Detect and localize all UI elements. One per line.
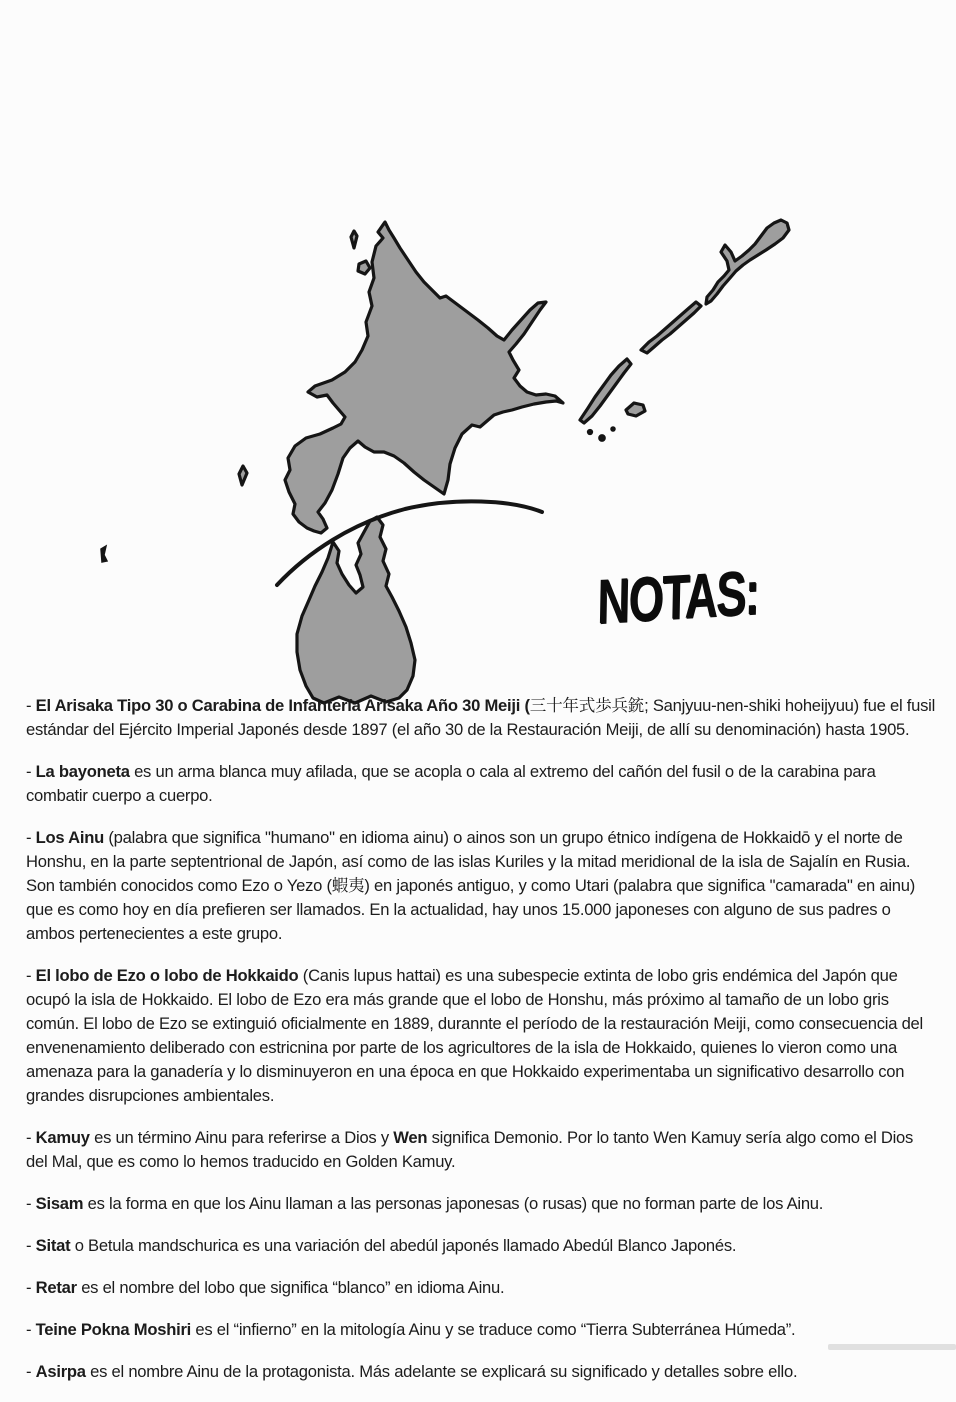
- hokkaido-island: [285, 222, 563, 533]
- note-text: 三十年式歩兵銃; Sanjyuu-nen-shiki hoheijyuu) fue el fusil estándar del Ejército Imperial Japonés desde 1897 (el año 30 de la Restauración Meiji, de allí su denominación) hasta 1905.: [26, 696, 936, 739]
- rebun-island: [351, 231, 357, 248]
- habomai-islet: [599, 435, 605, 441]
- note-text: (Canis lupus hattai) es una subespecie extinta de lobo gris endémica del Japón que ocupó la isla de Hokkaido. El lobo de Ezo era más grande que el lobo de Honshu, más próximo al tamaño de un lobo gris común. El lobo de Ezo se extinguió oficialmente en 1889, durannte el período de la restauración Meiji, como consecuencia del envenenamiento deliberado con estricnina por parte de los agricultores de la isla de Hokkaido, quienes lo vieron como una amenaza para la ganadería y lo disminuyeron en una época en que Hokkaido experimentaba un significativo desarrollo con grandes disrupciones ambientales.: [26, 966, 923, 1105]
- rishiri-island: [358, 261, 370, 274]
- note-text: significa Demonio. Por lo tanto Wen Kamuy sería algo como el Dios del Mal, que es como lo hemos traducido en Golden Kamuy.: [26, 1128, 914, 1171]
- note-text: -: [26, 1320, 36, 1339]
- kuril-chain-island: [706, 220, 789, 304]
- habomai-islet: [611, 427, 615, 431]
- note-term: Teine Pokna Moshiri: [35, 1320, 192, 1339]
- habomai-islet: [588, 430, 593, 435]
- notes-title: NOTAS:: [596, 557, 760, 638]
- note-text: es la forma en que los Ainu llaman a las personas japonesas (o rusas) que no forman parte de los Ainu.: [83, 1194, 824, 1213]
- note-paragraph: [26, 964, 936, 1108]
- note-text: -: [26, 1194, 36, 1213]
- note-paragraph: [26, 760, 936, 808]
- note-term: Retar: [35, 1278, 77, 1297]
- scan-artifact: [828, 1344, 956, 1350]
- note-paragraph: [26, 1192, 936, 1216]
- note-paragraph: [26, 826, 936, 946]
- note-text: es el “infierno” en la mitología Ainu y se traduce como “Tierra Subterránea Húmeda”.: [191, 1320, 796, 1339]
- note-term: El Arisaka Tipo 30 o Carabina de Infantería Arisaka Año 30 Meiji (: [35, 696, 530, 715]
- note-paragraph: [26, 1360, 936, 1384]
- honshu-island: [297, 517, 415, 703]
- note-term: Los Ainu: [35, 828, 105, 847]
- note-text: -: [26, 828, 36, 847]
- note-text: -: [26, 1278, 36, 1297]
- note-text: -: [26, 966, 36, 985]
- note-paragraph: [26, 1126, 936, 1174]
- note-paragraph: [26, 1318, 936, 1342]
- note-text: es un arma blanca muy afilada, que se acopla o cala al extremo del cañón del fusil o de la carabina para combatir cuerpo a cuerpo.: [26, 762, 876, 805]
- note-paragraph: [26, 694, 936, 742]
- note-term: Asirpa: [35, 1362, 86, 1381]
- note-paragraph: [26, 1234, 936, 1258]
- note-text: -: [26, 762, 36, 781]
- note-text: es el nombre Ainu de la protagonista. Más adelante se explicará su significado y detalles sobre ello.: [85, 1362, 798, 1381]
- kunashiri-island: [580, 359, 631, 423]
- notes-list: [26, 694, 936, 1402]
- note-term: Sisam: [35, 1194, 84, 1213]
- note-text: -: [26, 696, 36, 715]
- note-text: (palabra que significa "humano" en idioma ainu) o ainos son un grupo étnico indígena de Hokkaidō y el norte de Honshu, en la parte septentrional de Japón, así como de las islas Kuriles y la mitad meridional de la isla de Sajalín en Rusia. Son también conocidos como Ezo o Yezo (蝦夷) en japonés antiguo, y como Utari (palabra que significa "camarada" en ainu) que es como hoy en día prefieren ser llamados. En la actualidad, hay unos 15.000 japoneses con alguno de sus padres o ambos pertenecientes a este grupo.: [26, 828, 915, 943]
- note-text: -: [26, 1128, 36, 1147]
- note-paragraph: [26, 1276, 936, 1300]
- iturup-island: [641, 302, 701, 353]
- west-islet: [101, 546, 107, 562]
- note-term: Sitat: [35, 1236, 71, 1255]
- note-term: Wen: [393, 1128, 428, 1147]
- note-term: Kamuy: [35, 1128, 90, 1147]
- note-term: La bayoneta: [35, 762, 130, 781]
- note-text: -: [26, 1362, 36, 1381]
- note-text: es el nombre del lobo que significa “blanco” en idioma Ainu.: [76, 1278, 505, 1297]
- note-text: es un término Ainu para referirse a Dios y: [89, 1128, 394, 1147]
- note-term: El lobo de Ezo o lobo de Hokkaido: [35, 966, 299, 985]
- note-text: -: [26, 1236, 36, 1255]
- shikotan-island: [626, 403, 645, 416]
- note-text: o Betula mandschurica es una variación del abedúl japonés llamado Abedúl Blanco Japonés.: [70, 1236, 737, 1255]
- okushiri-island: [239, 466, 247, 485]
